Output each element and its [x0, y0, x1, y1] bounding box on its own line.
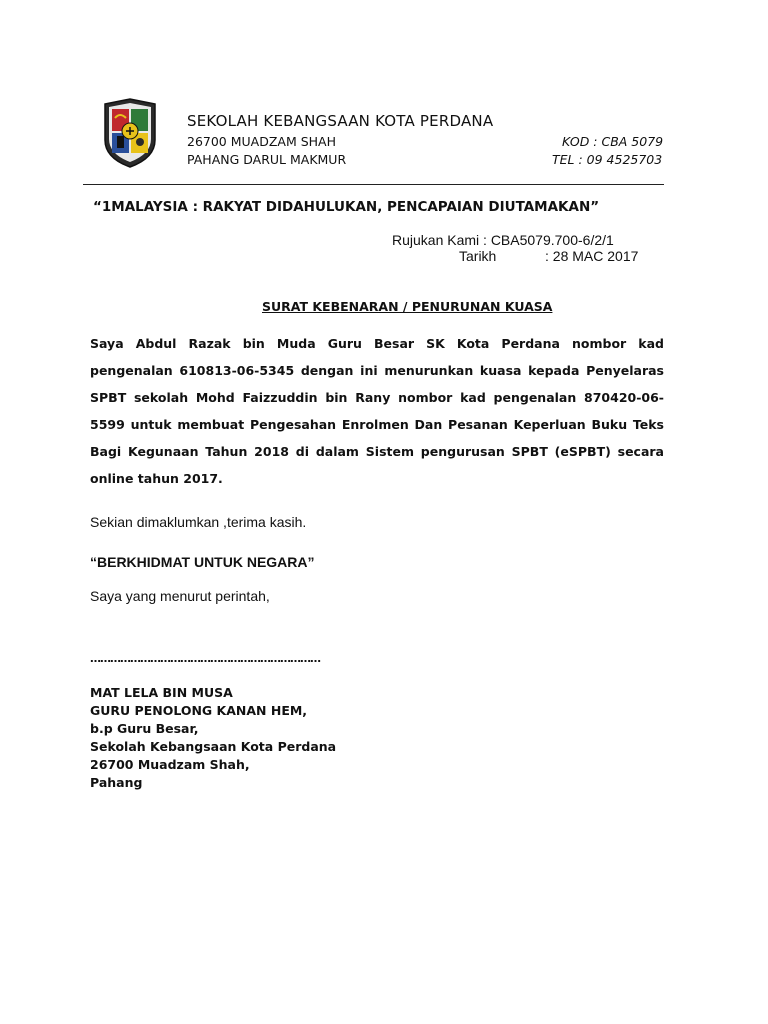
date-label: Tarikh	[459, 248, 497, 264]
closing-line: Sekian dimaklumkan ,terima kasih.	[90, 514, 307, 530]
letter-body: Saya Abdul Razak bin Muda Guru Besar SK Kota Perdana nombor kad pengenalan 610813-06-5345 dengan ini menurunkan kuasa kepada Penyelaras SPBT sekolah Mohd Faizzuddin bin Rany nombor kad pengenalan 870420-06-5599 untuk membuat Pengesahan Enrolmen Dan Pesanan Keperluan Buku Teks Bagi Kegunaan Tahun 2018 di dalam Sistem pengurusan SPBT (eSPBT) secara online tahun 2017.	[90, 336, 664, 486]
address-line-1: 26700 MUADZAM SHAH	[187, 134, 337, 149]
motto: “1MALAYSIA : RAKYAT DIDAHULUKAN, PENCAPAIAN DIUTAMAKAN”	[93, 199, 600, 215]
reference-number: Rujukan Kami : CBA5079.700-6/2/1	[392, 232, 614, 248]
signatory-school: Sekolah Kebangsaan Kota Perdana	[90, 739, 337, 754]
school-name: SEKOLAH KEBANGSAAN KOTA PERDANA	[187, 112, 494, 130]
address-line-2: PAHANG DARUL MAKMUR	[187, 152, 347, 167]
signatory-town: 26700 Muadzam Shah,	[90, 757, 250, 772]
slogan: “BERKHIDMAT UNTUK NEGARA”	[90, 554, 315, 570]
school-phone: TEL : 09 4525703	[552, 152, 663, 167]
letter-date	[459, 248, 638, 264]
signatory-name: MAT LELA BIN MUSA	[90, 685, 233, 700]
letter-subject: SURAT KEBENARAN / PENURUNAN KUASA	[262, 299, 553, 314]
signature-block	[90, 684, 336, 792]
signature-line: ……………………………………………………………	[90, 652, 320, 665]
school-code: KOD : CBA 5079	[562, 134, 664, 149]
signatory-title: GURU PENOLONG KANAN HEM,	[90, 703, 308, 718]
school-crest-icon	[101, 98, 159, 168]
obedience-line: Saya yang menurut perintah,	[90, 588, 270, 604]
on-behalf: b.p Guru Besar,	[90, 721, 199, 736]
header-divider	[83, 184, 664, 185]
date-value: : 28 MAC 2017	[545, 248, 639, 264]
signatory-state: Pahang	[90, 775, 143, 790]
